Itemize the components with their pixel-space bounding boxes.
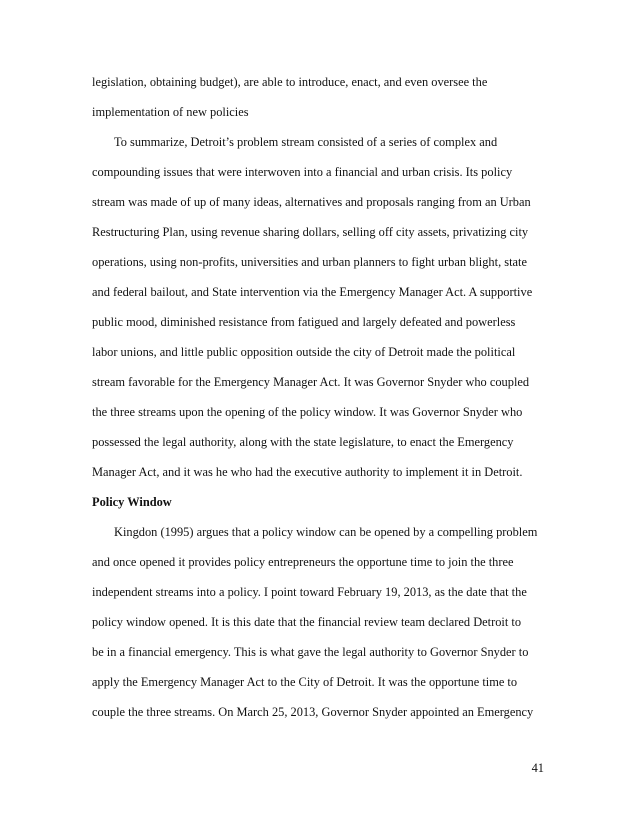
text-line: independent streams into a policy. I point toward February 19, 2013, as the date that the [92,585,527,599]
text-line: public mood, diminished resistance from fatigued and largely defeated and powerless [92,315,516,329]
section-heading: Policy Window [92,495,172,509]
text-line: Restructuring Plan, using revenue sharing dollars, selling off city assets, privatizing city [92,225,529,239]
text-line: possessed the legal authority, along with the state legislature, to enact the Emergency [92,435,514,449]
paragraph-start: To summarize, Detroit’s problem stream consisted of a series of complex and [114,135,498,149]
text-line: apply the Emergency Manager Act to the City of Detroit. It was the opportune time to [92,675,518,689]
text-line: legislation, obtaining budget), are able to introduce, enact, and even oversee the [92,75,488,89]
text-line: stream favorable for the Emergency Manager Act. It was Governor Snyder who coupled [92,375,530,389]
page-number: 41 [531,761,544,775]
text-line: stream was made of up of many ideas, alternatives and proposals ranging from an Urban [92,195,531,209]
paragraph-start: Kingdon (1995) argues that a policy window can be opened by a compelling problem [114,525,538,539]
text-line: compounding issues that were interwoven into a financial and urban crisis. Its policy [92,165,513,179]
text-line: labor unions, and little public opposition outside the city of Detroit made the political [92,345,516,359]
text-line: be in a financial emergency. This is what gave the legal authority to Governor Snyder to [92,645,529,659]
text-line: and federal bailout, and State intervention via the Emergency Manager Act. A supportive [92,285,533,299]
text-line: Manager Act, and it was he who had the executive authority to implement it in Detroit. [92,465,523,479]
text-line: operations, using non-profits, universities and urban planners to fight urban blight, state [92,255,527,269]
text-line: and once opened it provides policy entrepreneurs the opportune time to join the three [92,555,514,569]
text-line: the three streams upon the opening of the policy window. It was Governor Snyder who [92,405,523,419]
text-line: policy window opened. It is this date that the financial review team declared Detroit to [92,615,522,629]
text-line: couple the three streams. On March 25, 2013, Governor Snyder appointed an Emergency [92,705,534,719]
text-line: implementation of new policies [92,105,249,119]
